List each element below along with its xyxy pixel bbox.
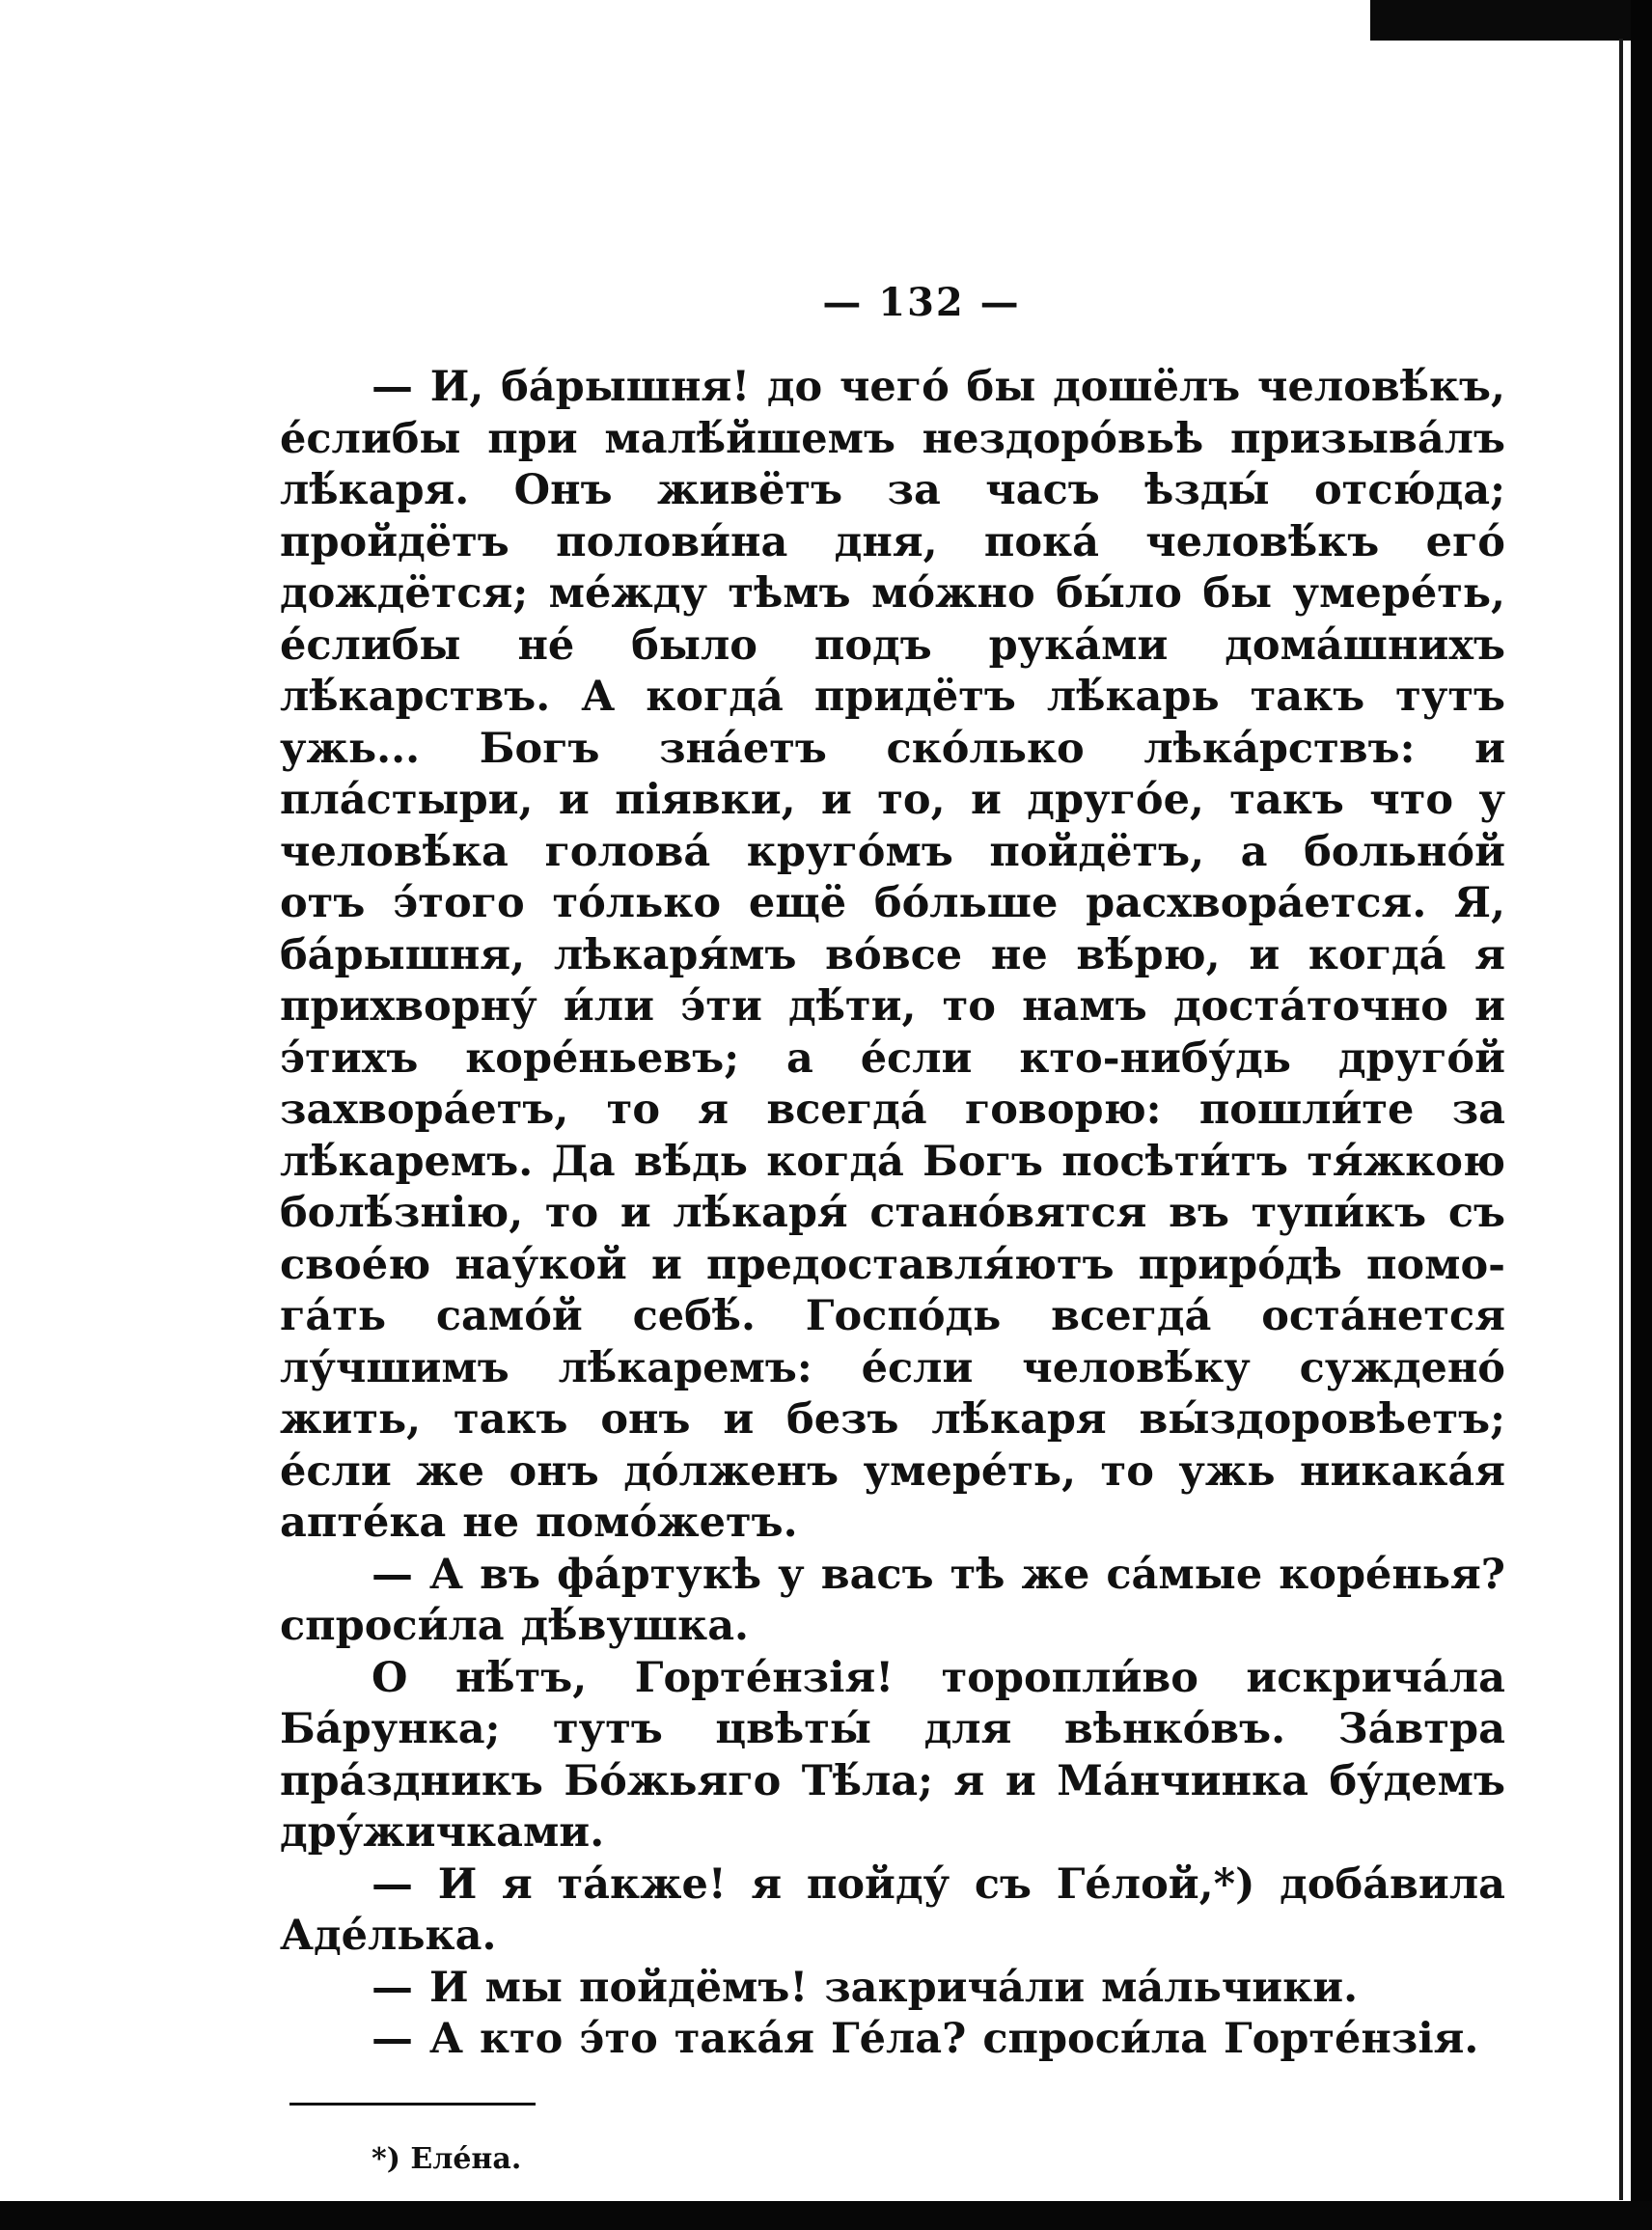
page-edge-line — [1619, 39, 1623, 2200]
footnote-divider — [289, 2103, 536, 2106]
paragraph-4: — И я та́кже! я пойду́ съ Ге́лой,*) доба́вила Аде́лька. — [280, 1859, 1505, 1960]
paragraph-1: — И, ба́рышня! до чего́ бы дошёлъ человѣ́къ, е́слибы при малѣ́йшемъ нездоро́вьѣ призыва́лъ лѣ́каря. Онъ живётъ за часъ ѣзды́ отсю́да; пройдётъ полови́на дня, пока́ человѣ́къ его́ дождётся; ме́жду тѣмъ мо́жно бы́ло бы умере́ть, е́слибы не́ было подъ рука́ми дома́шнихъ лѣ́карствъ. А когда́ придётъ лѣ́карь такъ тутъ ужь... Богъ зна́етъ ско́лько лѣка́рствъ: и пла́стыри, и піявки, и то, и друго́е, такъ что у человѣ́ка голова́ круго́мъ пойдётъ, а больно́й отъ э́того то́лько ещё бо́льше расхвора́ется. Я, ба́рышня, лѣкаря́мъ во́все не вѣ́рю, и когда́ я прихворну́ и́ли э́ти дѣ́ти, то намъ доста́точно и э́тихъ коре́ньевъ; а е́сли кто-нибу́дь друго́й захвора́етъ, то я всегда́ говорю: пошли́те за лѣ́каремъ. Да вѣ́дь когда́ Богъ посѣти́тъ тя́жкою болѣ́знію, то и лѣ́каря́ стано́вятся въ тупи́къ съ свое́ю нау́кой и предоставля́ютъ приро́дѣ помога́ть само́й себѣ́. Госпо́дь всегда́ оста́нется лу́чшимъ лѣ́каремъ: е́сли человѣ́ку суждено́ жить, такъ онъ и безъ лѣ́каря вы́здоровѣетъ; е́сли же онъ до́лженъ умере́ть, то ужь никака́я апте́ка не помо́жетъ. — [280, 363, 1505, 1547]
paragraph-2: — А въ фа́ртукѣ у васъ тѣ же са́мые коре́нья? спроси́ла дѣ́вушка. — [280, 1550, 1505, 1650]
scan-border-bottom — [0, 2201, 1652, 2230]
text-block — [280, 280, 1505, 2176]
scan-border-top — [1370, 0, 1652, 41]
paragraph-3: О нѣ́тъ, Горте́нзія! торопли́во искрича́ла Ба́рунка; тутъ цвѣты́ для вѣнко́въ. За́втра пра́здникъ Бо́жьяго Тѣ́ла; я и Ма́нчинка бу́демъ дру́жичками. — [280, 1653, 1505, 1857]
paragraph-6: — А кто э́то така́я Ге́ла? спроси́ла Горте́нзія. — [372, 2015, 1479, 2063]
scan-border-right — [1631, 0, 1652, 2230]
page-number: — 132 — — [822, 280, 1021, 325]
paragraph-5: — И мы пойдёмъ! закрича́ли ма́льчики. — [372, 1963, 1359, 2012]
footnote: *) Еле́на. — [372, 2141, 522, 2176]
